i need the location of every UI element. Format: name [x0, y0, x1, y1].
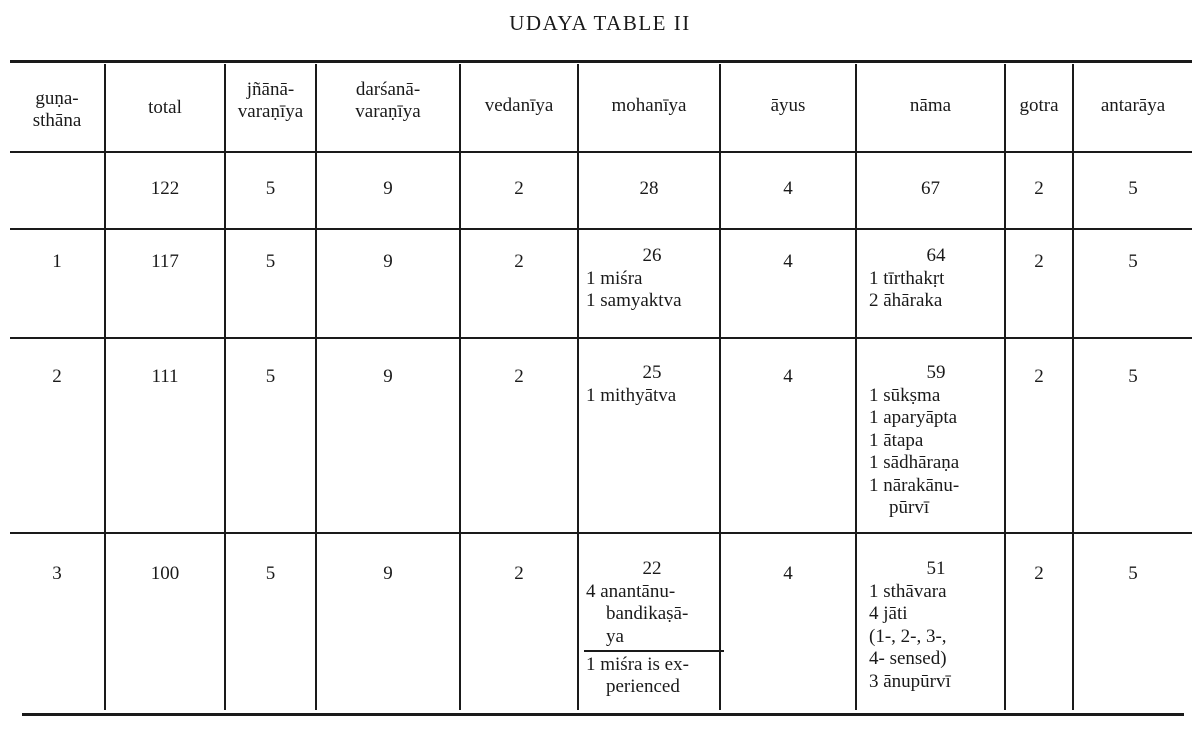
row1-mohaniya: 26 1 miśra 1 samyaktva	[586, 245, 682, 311]
row3-jnana: 5	[265, 563, 276, 584]
row2-antaraya: 5	[1128, 366, 1138, 387]
row0-vedaniya: 2	[514, 178, 524, 199]
row0-ayus: 4	[783, 178, 793, 199]
row0-antaraya: 5	[1128, 178, 1138, 199]
row-rule-2	[10, 337, 1192, 339]
row3-darsana: 9	[383, 563, 393, 584]
header-total: total	[148, 97, 182, 118]
header-gotra: gotra	[1019, 95, 1059, 116]
col-rule-5	[577, 64, 579, 710]
row2-mohaniya: 25 1 mithyātva	[586, 362, 677, 406]
row2-darsana: 9	[383, 366, 393, 387]
row3-total: 100	[150, 563, 180, 584]
header-ayus: āyus	[770, 95, 806, 116]
row1-jnana: 5	[265, 251, 276, 272]
row2-vedaniya: 2	[514, 366, 524, 387]
row-rule-3	[10, 532, 1192, 534]
row1-vedaniya: 2	[514, 251, 524, 272]
row0-jnana: 5	[265, 178, 276, 199]
header-jnanavaraniya: jñānā- varaṇīya	[237, 79, 304, 122]
row3-ayus: 4	[783, 563, 793, 584]
row2-jnana: 5	[265, 366, 276, 387]
col-rule-7	[855, 64, 857, 710]
row1-darsana: 9	[383, 251, 393, 272]
mohaniya-subrule	[584, 650, 724, 652]
row2-ayus: 4	[783, 366, 793, 387]
row2-nama: 59 1 sūkṣma 1 aparyāpta 1 ātapa 1 sādhāraṇa 1 nārakānu- pūrvī	[869, 362, 960, 518]
row0-mohaniya: 28	[639, 178, 659, 199]
row-rule-1	[10, 228, 1192, 230]
header-gunasthana: guṇa- sthāna	[32, 88, 82, 131]
top-rule	[10, 60, 1192, 63]
row3-mohaniya: 22 4 anantānu- bandikaṣā- ya 1 miśra is ex- perienced	[586, 558, 718, 699]
row2-total: 111	[151, 366, 179, 387]
header-rule	[10, 151, 1192, 153]
bottom-rule	[22, 713, 1184, 716]
row1-total: 117	[151, 251, 179, 272]
header-nama: nāma	[909, 95, 952, 116]
row3-antaraya: 5	[1128, 563, 1138, 584]
row3-vedaniya: 2	[514, 563, 524, 584]
row0-nama: 67	[921, 178, 940, 199]
row3-gunasthana: 3	[52, 563, 62, 584]
row1-ayus: 4	[783, 251, 793, 272]
row1-nama: 64 1 tīrthakṛt 2 āhāraka	[869, 245, 946, 311]
header-darsanavaraniya: darśanā- varaṇīya	[355, 79, 421, 122]
row3-gotra: 2	[1034, 563, 1044, 584]
header-antaraya: antarāya	[1100, 95, 1166, 116]
row0-darsana: 9	[383, 178, 393, 199]
table-title: UDAYA TABLE II	[509, 11, 691, 35]
row1-gotra: 2	[1034, 251, 1044, 272]
row0-gotra: 2	[1034, 178, 1044, 199]
row2-gunasthana: 2	[52, 366, 62, 387]
row0-total: 122	[150, 178, 180, 199]
row1-antaraya: 5	[1128, 251, 1138, 272]
header-mohaniya: mohanīya	[611, 95, 687, 116]
row3-nama: 51 1 sthāvara 4 jāti (1-, 2-, 3-, 4- sensed) 3 ānupūrvī	[869, 558, 951, 692]
row1-gunasthana: 1	[52, 251, 62, 272]
header-vedaniya: vedanīya	[484, 95, 554, 116]
row2-gotra: 2	[1034, 366, 1044, 387]
